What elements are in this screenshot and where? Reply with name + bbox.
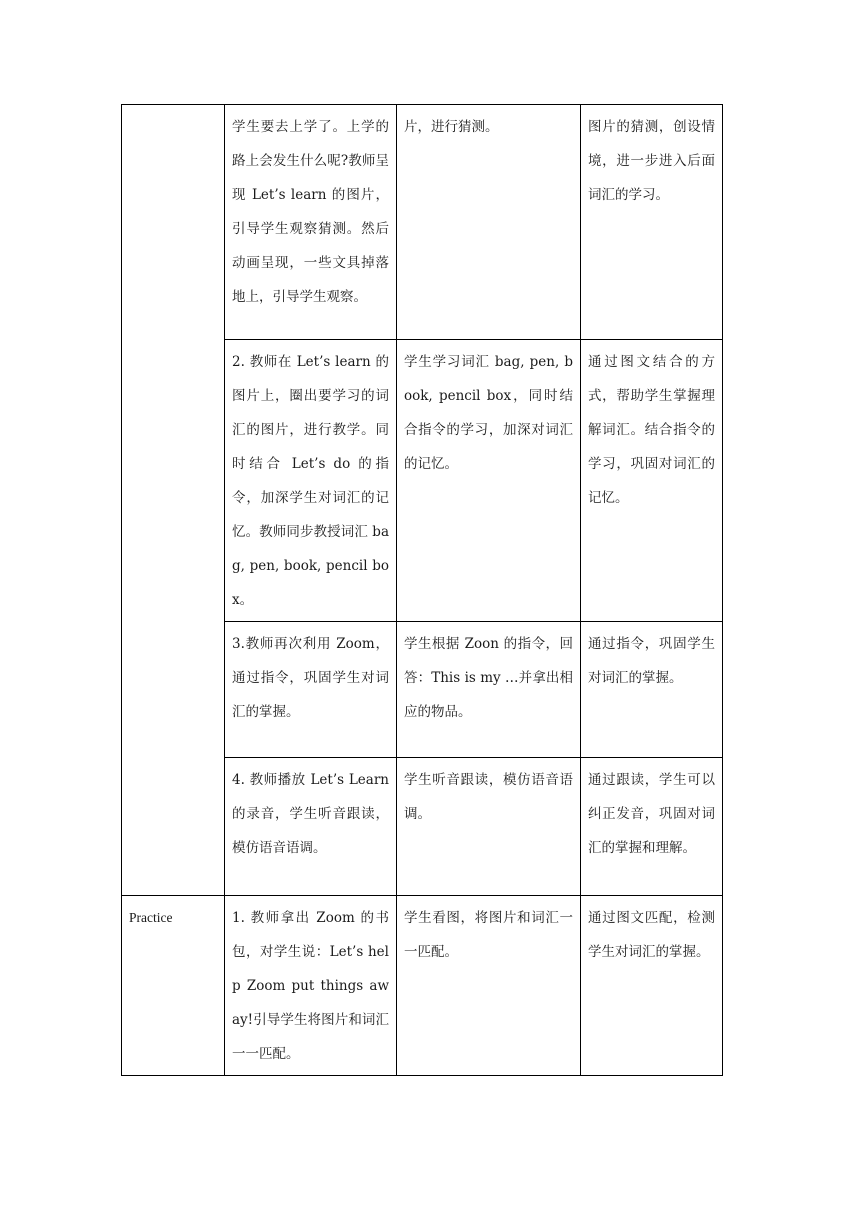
- design-purpose-cell: 通过指令，巩固学生对词汇的掌握。: [581, 622, 723, 758]
- stage-cell: [122, 105, 225, 896]
- design-purpose-cell: 通过图文结合的方式，帮助学生掌握理解词汇。结合指令的学习，巩固对词汇的记忆。: [581, 340, 723, 622]
- student-activity-cell: 学生学习词汇 bag, pen, book, pencil box，同时结合指令的学习，加深对词汇的记忆。: [397, 340, 581, 622]
- table-row: [122, 896, 723, 1076]
- student-activity-cell: 学生根据 Zoon 的指令，回答：This is my …并拿出相应的物品。: [397, 622, 581, 758]
- student-activity-cell: 学生看图，将图片和词汇一一匹配。: [397, 896, 581, 1076]
- design-purpose-cell: 通过图文匹配，检测学生对词汇的掌握。: [581, 896, 723, 1076]
- stage-cell: Practice: [122, 896, 225, 1076]
- table-row: [122, 105, 723, 340]
- teacher-activity-cell: 学生要去上学了。上学的路上会发生什么呢?教师呈现 Let’s learn 的图片，引导学生观察猜测。然后动画呈现，一些文具掉落地上，引导学生观察。: [225, 105, 397, 340]
- lesson-plan-table: [121, 104, 723, 1076]
- student-activity-cell: 学生听音跟读，模仿语音语调。: [397, 758, 581, 896]
- design-purpose-cell: 图片的猜测，创设情境，进一步进入后面词汇的学习。: [581, 105, 723, 340]
- teacher-activity-cell: 3.教师再次利用 Zoom，通过指令，巩固学生对词汇的掌握。: [225, 622, 397, 758]
- design-purpose-cell: 通过跟读，学生可以纠正发音，巩固对词汇的掌握和理解。: [581, 758, 723, 896]
- teacher-activity-cell: 4. 教师播放 Let’s Learn 的录音，学生听音跟读，模仿语音语调。: [225, 758, 397, 896]
- teacher-activity-cell: 1. 教师拿出 Zoom 的书包，对学生说：Let’s help Zoom put things away!引导学生将图片和词汇一一匹配。: [225, 896, 397, 1076]
- student-activity-cell: 片，进行猜测。: [397, 105, 581, 340]
- teacher-activity-cell: 2. 教师在 Let’s learn 的图片上，圈出要学习的词汇的图片，进行教学。同时结合 Let’s do 的指令，加深学生对词汇的记忆。教师同步教授词汇 bag, pen, book, pencil box。: [225, 340, 397, 622]
